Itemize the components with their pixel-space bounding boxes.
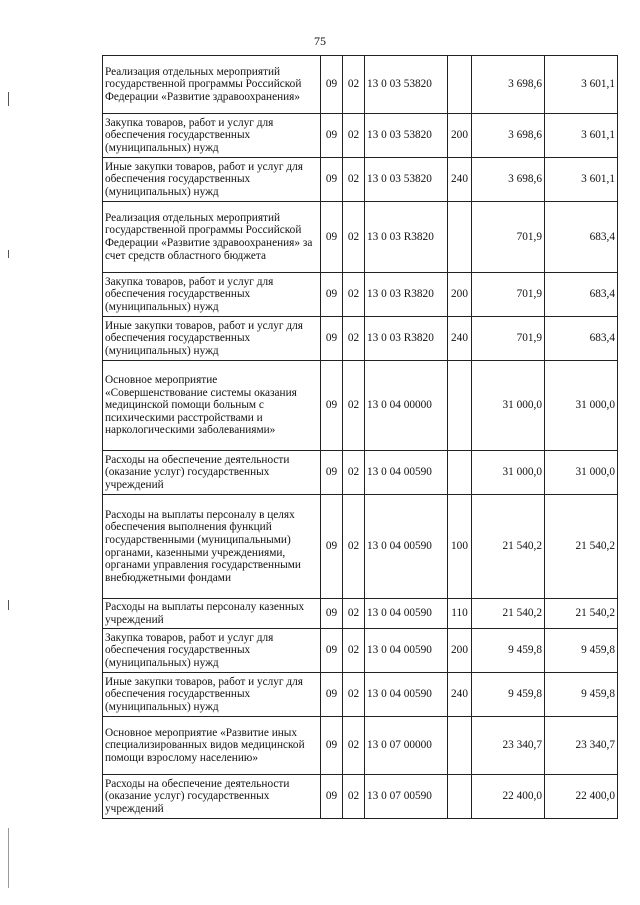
subsection-code-cell: 02: [343, 673, 365, 717]
expense-type-code-cell: [448, 56, 472, 114]
section-code-cell: 09: [321, 56, 343, 114]
amount-year-1-cell: 701,9: [472, 202, 545, 273]
expense-name-cell: Расходы на выплаты персоналу казенных учреждений: [103, 599, 321, 629]
expense-name-cell: Реализация отдельных мероприятий государственной программы Российской Федерации «Развитие здравоохранения»: [103, 56, 321, 114]
expense-type-code-cell: [448, 361, 472, 451]
target-article-code-cell: 13 0 04 00590: [365, 629, 448, 673]
subsection-code-cell: 02: [343, 202, 365, 273]
amount-year-2-cell: 21 540,2: [545, 495, 618, 599]
amount-year-2-cell: 9 459,8: [545, 673, 618, 717]
subsection-code-cell: 02: [343, 317, 365, 361]
subsection-code-cell: 02: [343, 361, 365, 451]
target-article-code-cell: 13 0 03 53820: [365, 114, 448, 158]
table-row: [103, 775, 618, 819]
section-code-cell: 09: [321, 775, 343, 819]
amount-year-2-cell: 23 340,7: [545, 717, 618, 775]
expense-type-code-cell: 240: [448, 158, 472, 202]
table-row: [103, 361, 618, 451]
table-row: [103, 202, 618, 273]
table-row: [103, 599, 618, 629]
amount-year-2-cell: 683,4: [545, 273, 618, 317]
budget-table: [102, 55, 618, 819]
subsection-code-cell: 02: [343, 495, 365, 599]
expense-name-cell: Иные закупки товаров, работ и услуг для обеспечения государственных (муниципальных) нужд: [103, 673, 321, 717]
section-code-cell: 09: [321, 673, 343, 717]
section-code-cell: 09: [321, 202, 343, 273]
expense-name-cell: Закупка товаров, работ и услуг для обеспечения государственных (муниципальных) нужд: [103, 114, 321, 158]
target-article-code-cell: 13 0 03 53820: [365, 56, 448, 114]
subsection-code-cell: 02: [343, 273, 365, 317]
amount-year-1-cell: 22 400,0: [472, 775, 545, 819]
amount-year-1-cell: 23 340,7: [472, 717, 545, 775]
expense-type-code-cell: [448, 717, 472, 775]
table-row: [103, 451, 618, 495]
amount-year-1-cell: 31 000,0: [472, 451, 545, 495]
section-code-cell: 09: [321, 158, 343, 202]
amount-year-1-cell: 9 459,8: [472, 629, 545, 673]
table-row: [103, 317, 618, 361]
expense-type-code-cell: 200: [448, 629, 472, 673]
expense-type-code-cell: 200: [448, 273, 472, 317]
scan-artifact-line: [8, 828, 9, 888]
amount-year-1-cell: 21 540,2: [472, 495, 545, 599]
expense-type-code-cell: [448, 202, 472, 273]
section-code-cell: 09: [321, 717, 343, 775]
target-article-code-cell: 13 0 07 00590: [365, 775, 448, 819]
target-article-code-cell: 13 0 04 00590: [365, 495, 448, 599]
subsection-code-cell: 02: [343, 56, 365, 114]
expense-type-code-cell: 240: [448, 673, 472, 717]
table-row: [103, 495, 618, 599]
expense-type-code-cell: 110: [448, 599, 472, 629]
expense-type-code-cell: [448, 451, 472, 495]
table-row: [103, 673, 618, 717]
section-code-cell: 09: [321, 599, 343, 629]
expense-name-cell: Закупка товаров, работ и услуг для обеспечения государственных (муниципальных) нужд: [103, 629, 321, 673]
expense-type-code-cell: 240: [448, 317, 472, 361]
expense-name-cell: Основное мероприятие «Совершенствование системы оказания медицинской помощи больным с психическими расстройствами и наркологическими заболеваниями»: [103, 361, 321, 451]
amount-year-1-cell: 701,9: [472, 273, 545, 317]
expense-name-cell: Расходы на обеспечение деятельности (оказание услуг) государственных учреждений: [103, 775, 321, 819]
target-article-code-cell: 13 0 07 00000: [365, 717, 448, 775]
expense-name-cell: Реализация отдельных мероприятий государственной программы Российской Федерации «Развитие здравоохранения» за счет средств областного бюджета: [103, 202, 321, 273]
section-code-cell: 09: [321, 629, 343, 673]
amount-year-2-cell: 31 000,0: [545, 361, 618, 451]
subsection-code-cell: 02: [343, 158, 365, 202]
table-row: [103, 717, 618, 775]
expense-name-cell: Расходы на обеспечение деятельности (оказание услуг) государственных учреждений: [103, 451, 321, 495]
expense-name-cell: Расходы на выплаты персоналу в целях обеспечения выполнения функций государственными (муниципальными) органами, казенными учреждениями, органами управления государственными внебюджетными фондами: [103, 495, 321, 599]
amount-year-2-cell: 683,4: [545, 202, 618, 273]
budget-table-body: [103, 56, 618, 819]
table-row: [103, 56, 618, 114]
subsection-code-cell: 02: [343, 451, 365, 495]
target-article-code-cell: 13 0 04 00590: [365, 451, 448, 495]
amount-year-2-cell: 9 459,8: [545, 629, 618, 673]
page-number: 75: [314, 34, 326, 48]
section-code-cell: 09: [321, 273, 343, 317]
amount-year-1-cell: 3 698,6: [472, 158, 545, 202]
scan-artifact-line: [8, 600, 9, 610]
section-code-cell: 09: [321, 495, 343, 599]
expense-type-code-cell: [448, 775, 472, 819]
target-article-code-cell: 13 0 04 00590: [365, 673, 448, 717]
expense-name-cell: Иные закупки товаров, работ и услуг для обеспечения государственных (муниципальных) нужд: [103, 317, 321, 361]
amount-year-1-cell: 31 000,0: [472, 361, 545, 451]
amount-year-2-cell: 3 601,1: [545, 158, 618, 202]
target-article-code-cell: 13 0 04 00000: [365, 361, 448, 451]
scan-artifact-line: [8, 250, 9, 258]
target-article-code-cell: 13 0 03 R3820: [365, 317, 448, 361]
subsection-code-cell: 02: [343, 775, 365, 819]
amount-year-2-cell: 21 540,2: [545, 599, 618, 629]
subsection-code-cell: 02: [343, 114, 365, 158]
amount-year-1-cell: 3 698,6: [472, 56, 545, 114]
expense-type-code-cell: 200: [448, 114, 472, 158]
target-article-code-cell: 13 0 03 53820: [365, 158, 448, 202]
subsection-code-cell: 02: [343, 717, 365, 775]
amount-year-1-cell: 21 540,2: [472, 599, 545, 629]
section-code-cell: 09: [321, 114, 343, 158]
table-row: [103, 629, 618, 673]
amount-year-2-cell: 3 601,1: [545, 56, 618, 114]
subsection-code-cell: 02: [343, 629, 365, 673]
amount-year-1-cell: 9 459,8: [472, 673, 545, 717]
amount-year-2-cell: 683,4: [545, 317, 618, 361]
target-article-code-cell: 13 0 03 R3820: [365, 273, 448, 317]
subsection-code-cell: 02: [343, 599, 365, 629]
target-article-code-cell: 13 0 04 00590: [365, 599, 448, 629]
expense-name-cell: Иные закупки товаров, работ и услуг для обеспечения государственных (муниципальных) нужд: [103, 158, 321, 202]
section-code-cell: 09: [321, 451, 343, 495]
expense-name-cell: Основное мероприятие «Развитие иных специализированных видов медицинской помощи взрослому населению»: [103, 717, 321, 775]
table-row: [103, 114, 618, 158]
scan-artifact-line: [8, 92, 9, 106]
expense-name-cell: Закупка товаров, работ и услуг для обеспечения государственных (муниципальных) нужд: [103, 273, 321, 317]
amount-year-2-cell: 22 400,0: [545, 775, 618, 819]
amount-year-1-cell: 701,9: [472, 317, 545, 361]
section-code-cell: 09: [321, 317, 343, 361]
amount-year-2-cell: 31 000,0: [545, 451, 618, 495]
amount-year-2-cell: 3 601,1: [545, 114, 618, 158]
table-row: [103, 158, 618, 202]
amount-year-1-cell: 3 698,6: [472, 114, 545, 158]
table-row: [103, 273, 618, 317]
target-article-code-cell: 13 0 03 R3820: [365, 202, 448, 273]
expense-type-code-cell: 100: [448, 495, 472, 599]
section-code-cell: 09: [321, 361, 343, 451]
